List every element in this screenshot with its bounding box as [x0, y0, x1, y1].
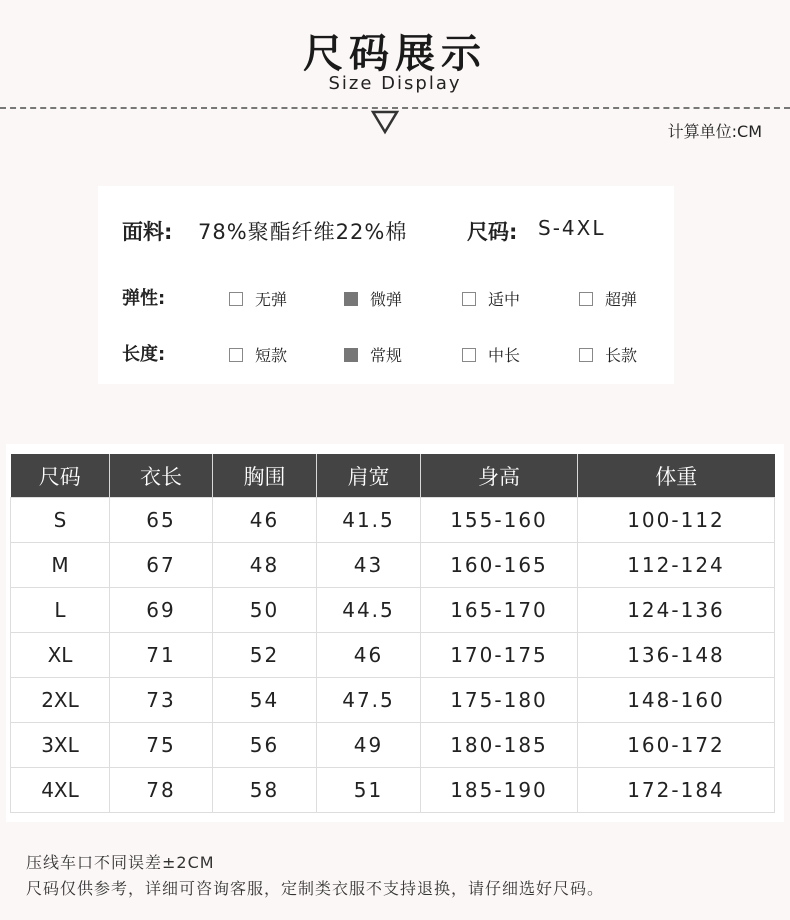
- option-label: 中长: [488, 346, 521, 365]
- table-row: [11, 723, 775, 768]
- table-cell: 56: [213, 723, 317, 768]
- column-header: 尺码: [11, 454, 110, 498]
- size-table: [10, 454, 775, 813]
- table-row: [11, 768, 775, 813]
- table-cell: 4XL: [11, 768, 110, 813]
- table-cell: 170-175: [421, 633, 578, 678]
- checked-box-icon: [344, 292, 358, 306]
- table-cell: 50: [213, 588, 317, 633]
- tolerance-note: 压线车口不同误差±2CM: [26, 853, 215, 872]
- checkbox-icon: [579, 292, 593, 306]
- table-cell: 54: [213, 678, 317, 723]
- table-row: [11, 588, 775, 633]
- column-header: 身高: [421, 454, 578, 498]
- size-range-label: 尺码:: [467, 220, 518, 244]
- table-cell: 180-185: [421, 723, 578, 768]
- column-header: 体重: [578, 454, 775, 498]
- size-range-value: S-4XL: [538, 216, 606, 240]
- table-cell: 51: [317, 768, 421, 813]
- table-cell: 185-190: [421, 768, 578, 813]
- page-title: 尺码展示: [303, 31, 487, 77]
- table-cell: 65: [110, 498, 213, 543]
- length-option: [229, 343, 287, 366]
- table-cell: 58: [213, 768, 317, 813]
- table-cell: 49: [317, 723, 421, 768]
- table-cell: 43: [317, 543, 421, 588]
- fabric-label: 面料:: [122, 220, 173, 244]
- reference-note: 尺码仅供参考，详细可咨询客服，定制类衣服不支持退换，请仔细选好尺码。: [26, 879, 605, 898]
- page-subtitle: Size Display: [328, 73, 462, 94]
- length-option-selected: [344, 343, 402, 366]
- option-label: 短款: [255, 346, 288, 365]
- table-row: [11, 498, 775, 543]
- table-cell: 136-148: [578, 633, 775, 678]
- length-option: [579, 343, 637, 366]
- table-row: [11, 678, 775, 723]
- elasticity-option-selected: [344, 287, 402, 310]
- size-table-panel: [6, 444, 784, 822]
- checkbox-icon: [579, 348, 593, 362]
- table-cell: M: [11, 543, 110, 588]
- fabric-value: 78%聚酯纤维22%棉: [198, 220, 408, 244]
- length-label: 长度:: [122, 344, 166, 365]
- option-label: 超弹: [605, 290, 638, 309]
- length-option: [462, 343, 520, 366]
- table-row: [11, 543, 775, 588]
- table-cell: XL: [11, 633, 110, 678]
- table-header-row: [11, 454, 775, 498]
- elasticity-label: 弹性:: [122, 288, 166, 309]
- table-cell: 73: [110, 678, 213, 723]
- elasticity-option: [229, 287, 287, 310]
- table-cell: 165-170: [421, 588, 578, 633]
- table-cell: 148-160: [578, 678, 775, 723]
- table-row: [11, 633, 775, 678]
- table-cell: 46: [213, 498, 317, 543]
- table-cell: 100-112: [578, 498, 775, 543]
- table-cell: 155-160: [421, 498, 578, 543]
- table-cell: 67: [110, 543, 213, 588]
- triangle-down-icon: [370, 109, 400, 135]
- table-cell: 112-124: [578, 543, 775, 588]
- elasticity-option: [462, 287, 520, 310]
- option-label: 无弹: [255, 290, 288, 309]
- option-label: 微弹: [370, 290, 403, 309]
- table-cell: 52: [213, 633, 317, 678]
- table-cell: 41.5: [317, 498, 421, 543]
- table-cell: 2XL: [11, 678, 110, 723]
- table-cell: 172-184: [578, 768, 775, 813]
- option-label: 常规: [370, 346, 403, 365]
- table-cell: 71: [110, 633, 213, 678]
- table-cell: 160-172: [578, 723, 775, 768]
- table-cell: 78: [110, 768, 213, 813]
- table-cell: S: [11, 498, 110, 543]
- table-cell: 47.5: [317, 678, 421, 723]
- checkbox-icon: [462, 348, 476, 362]
- column-header: 衣长: [110, 454, 213, 498]
- column-header: 肩宽: [317, 454, 421, 498]
- elasticity-option: [579, 287, 637, 310]
- table-cell: 3XL: [11, 723, 110, 768]
- table-cell: 160-165: [421, 543, 578, 588]
- table-cell: 44.5: [317, 588, 421, 633]
- checkbox-icon: [462, 292, 476, 306]
- column-header: 胸围: [213, 454, 317, 498]
- checked-box-icon: [344, 348, 358, 362]
- table-cell: 175-180: [421, 678, 578, 723]
- table-cell: 46: [317, 633, 421, 678]
- table-cell: 48: [213, 543, 317, 588]
- table-cell: 124-136: [578, 588, 775, 633]
- checkbox-icon: [229, 348, 243, 362]
- option-label: 适中: [488, 290, 521, 309]
- option-label: 长款: [605, 346, 638, 365]
- table-cell: 75: [110, 723, 213, 768]
- table-cell: L: [11, 588, 110, 633]
- table-cell: 69: [110, 588, 213, 633]
- product-info-panel: [98, 186, 674, 384]
- checkbox-icon: [229, 292, 243, 306]
- unit-note: 计算单位:CM: [667, 122, 762, 141]
